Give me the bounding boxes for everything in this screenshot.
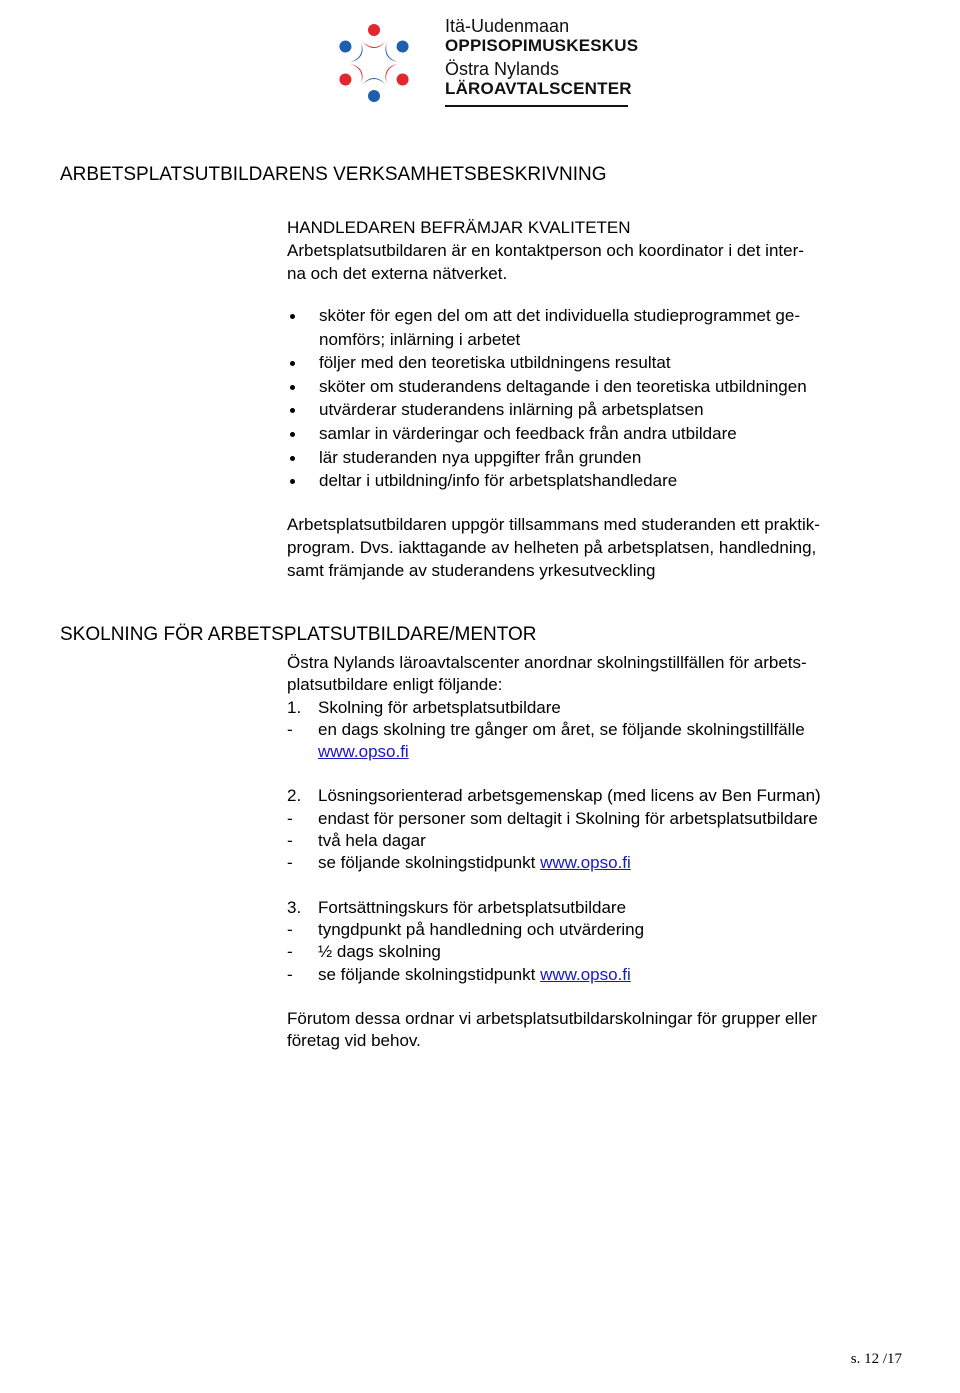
list-item-text: lär studeranden nya uppgifter från grunden	[319, 447, 642, 467]
paragraph-line: program. Dvs. iakttagande av helheten på arbetsplatsen, handledning,	[287, 538, 817, 557]
intro-line: platsutbildare enligt följande:	[287, 675, 503, 695]
list-item	[287, 446, 887, 470]
course-1-link-row	[287, 741, 907, 763]
bullet-icon	[290, 432, 295, 437]
subtitle: HANDLEDAREN BEFRÄMJAR KVALITETEN	[287, 218, 631, 237]
logo-figure	[362, 78, 386, 102]
dash-marker: -	[287, 853, 293, 873]
dash-marker: -	[287, 919, 293, 939]
course-3-detail: - tyngdpunkt på handledning och utvärdering	[287, 919, 907, 941]
list-item	[287, 398, 887, 422]
logo-figure	[334, 33, 367, 66]
list-item	[287, 351, 887, 375]
dash-marker: -	[287, 808, 293, 828]
opso-link[interactable]: www.opso.fi	[540, 964, 631, 984]
intro-line: Östra Nylands läroavtalscenter anordnar skolningstillfällen för arbets-	[287, 653, 807, 672]
dash-marker: -	[287, 964, 293, 984]
list-item	[287, 422, 887, 446]
course-2-detail: - två hela dagar	[287, 830, 907, 852]
course-1-title: 1. Skolning för arbetsplatsutbildare	[287, 697, 907, 719]
logo-line-3: Östra Nylands	[445, 59, 560, 79]
list-item	[287, 304, 887, 351]
bullet-icon	[290, 479, 295, 484]
duties-list	[287, 304, 887, 493]
dash-marker: -	[287, 719, 293, 739]
logo-wordmark	[445, 16, 638, 99]
bullet-icon	[290, 361, 295, 366]
course-3-detail: - se följande skolningstidpunkt www.opso.fi	[287, 964, 907, 986]
list-item-text: samlar in värderingar och feedback från andra utbildare	[319, 423, 737, 443]
course-3-detail: - ½ dags skolning	[287, 941, 907, 963]
course-2-title: 2. Lösningsorienterad arbetsgemenskap (med licens av Ben Furman)	[287, 785, 907, 807]
item-number: 3.	[287, 897, 302, 917]
paragraph-line: Arbetsplatsutbildaren uppgör tillsammans med studeranden ett praktik-	[287, 515, 820, 534]
page-number: s. 12 /17	[850, 1351, 902, 1367]
logo-line-4: LÄROAVTALSCENTER	[445, 79, 632, 98]
paragraph-line: samt främjande av studerandens yrkesutveckling	[287, 561, 656, 580]
section-1-paragraph	[287, 513, 907, 582]
list-item-text: sköter om studerandens deltagande i den teoretiska utbildningen	[319, 376, 807, 396]
logo-figure	[381, 33, 414, 66]
course-2-detail: - se följande skolningstidpunkt www.opso.fi	[287, 852, 907, 874]
outro-line: företag vid behov.	[287, 1031, 421, 1051]
section-1-intro	[287, 216, 907, 285]
list-item-text: sköter för egen del om att det individuella studieprogrammet ge-	[319, 306, 800, 325]
dash-marker: -	[287, 831, 293, 851]
logo-line-2: OPPISOPIMUSKESKUS	[445, 36, 639, 55]
course-3-title: 3. Fortsättningskurs för arbetsplatsutbildare	[287, 897, 907, 919]
section-1-title: ARBETSPLATSUTBILDARENS VERKSAMHETSBESKRIVNING	[60, 164, 607, 185]
course-1-detail: - en dags skolning tre gånger om året, se följande skolningstillfälle	[287, 719, 907, 741]
intro-line: na och det externa nätverket.	[287, 264, 508, 283]
logo-figure	[381, 60, 414, 93]
list-item-text: följer med den teoretiska utbildningens resultat	[319, 353, 671, 373]
outro-line: Förutom dessa ordnar vi arbetsplatsutbildarskolningar för grupper eller	[287, 1008, 818, 1028]
list-item	[287, 469, 887, 493]
bullet-icon	[290, 385, 295, 390]
item-number: 2.	[287, 786, 302, 806]
course-2-detail: - endast för personer som deltagit i Skolning för arbetsplatsutbildare	[287, 808, 907, 830]
logo-line-1: Itä-Uudenmaan	[445, 16, 570, 36]
list-item-text: nomförs; inlärning i arbetet	[319, 329, 521, 349]
intro-line: Arbetsplatsutbildaren är en kontaktperson och koordinator i det inter-	[287, 241, 804, 260]
logo-figure	[334, 60, 367, 93]
bullet-icon	[290, 408, 295, 413]
bullet-icon	[290, 314, 295, 319]
list-item	[287, 375, 887, 399]
list-item-text: utvärderar studerandens inlärning på arbetsplatsen	[319, 400, 704, 420]
list-item-text: deltar i utbildning/info för arbetsplatshandledare	[319, 471, 678, 491]
opso-link[interactable]: www.opso.fi	[318, 742, 409, 762]
logo-underline	[445, 105, 628, 107]
dash-marker: -	[287, 942, 293, 962]
bullet-icon	[290, 456, 295, 461]
section-2-body	[287, 652, 907, 1052]
opso-link[interactable]: www.opso.fi	[540, 853, 631, 873]
logo-figure	[362, 24, 386, 48]
section-2-title: SKOLNING FÖR ARBETSPLATSUTBILDARE/MENTOR	[60, 624, 537, 645]
item-number: 1.	[287, 697, 302, 717]
